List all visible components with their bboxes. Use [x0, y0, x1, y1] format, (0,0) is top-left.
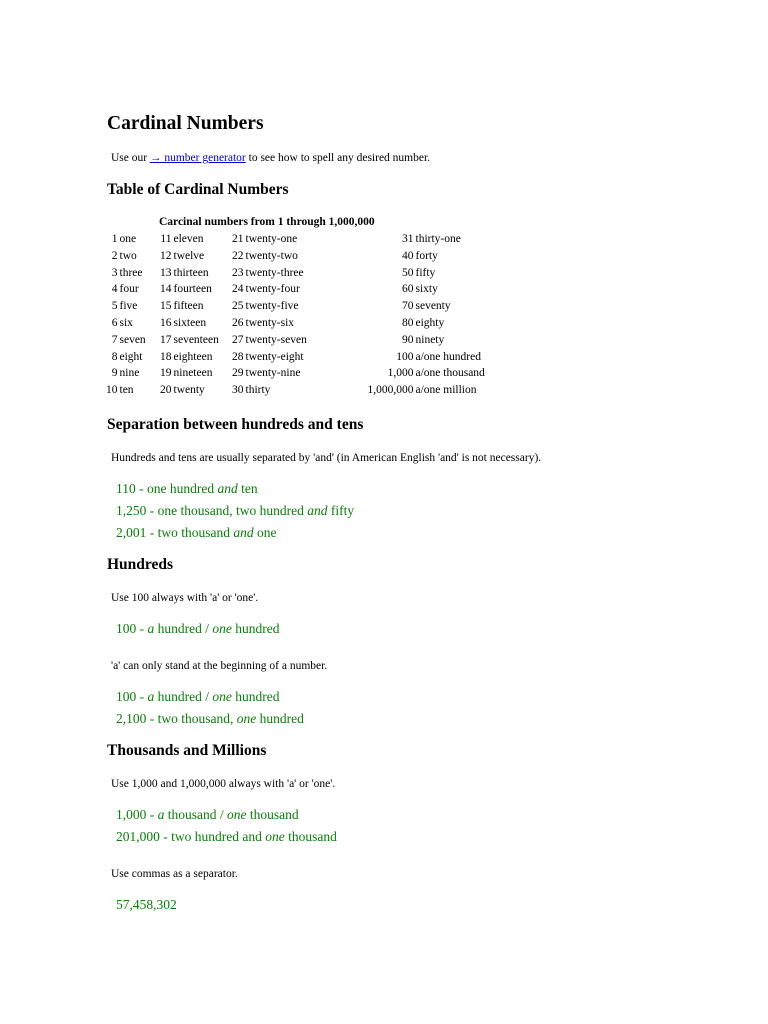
example-emphasis: one [212, 621, 232, 636]
table-word: twelve [173, 249, 205, 262]
table-number: 20 [160, 384, 172, 397]
table-number: 11 [160, 233, 172, 245]
example-line [116, 478, 354, 500]
thousands-note-2: Use commas as a separator. [111, 868, 238, 880]
table-number: 3 [111, 266, 118, 279]
hundreds-note-1: Use 100 always with 'a' or 'one'. [111, 592, 259, 604]
example-text: 1,000 - [116, 807, 158, 822]
table-word: two [119, 249, 137, 262]
table-word: fourteen [173, 283, 212, 296]
table-number: 2 [111, 249, 118, 262]
table-row [106, 265, 496, 282]
table-word: seven [119, 333, 146, 346]
table-word: eleven [173, 233, 204, 245]
thousands-heading: Thousands and Millions [107, 742, 267, 759]
thousands-note-1: Use 1,000 and 1,000,000 always with 'a' or 'one'. [111, 778, 336, 790]
table-row [106, 248, 496, 265]
table-word: twenty-four [245, 283, 300, 296]
example-line [116, 708, 304, 730]
hundreds-note-2: 'a' can only stand at the beginning of a number. [111, 660, 328, 672]
table-word: eight [119, 350, 143, 363]
page-title: Cardinal Numbers [107, 113, 264, 134]
example-line [116, 500, 354, 522]
example-text: 110 - one hundred [116, 481, 218, 496]
example-line [116, 618, 280, 640]
table-number: 30 [232, 384, 244, 397]
example-line [116, 894, 177, 916]
table-word: twenty-eight [245, 350, 304, 363]
table-word: nine [119, 367, 140, 380]
table-word: thirty [245, 384, 271, 397]
cardinal-numbers-table [106, 214, 496, 399]
table-number: 19 [160, 367, 172, 380]
table-word: fifty [415, 266, 436, 279]
table-word: seventy [415, 300, 451, 313]
example-text: 201,000 - two hundred and [116, 829, 266, 844]
table-number: 29 [232, 367, 244, 380]
table-number: 18 [160, 350, 172, 363]
example-text: hundred [231, 621, 280, 636]
example-text: thousand [246, 807, 299, 822]
table-word: fifteen [173, 300, 204, 313]
table-number: 24 [232, 283, 244, 296]
example-emphasis: and [307, 503, 328, 518]
example-emphasis: and [217, 481, 238, 496]
table-row [106, 382, 496, 399]
example-line [116, 522, 354, 544]
table-word: eighty [415, 316, 445, 329]
table-word: three [119, 266, 143, 279]
table-number: 40 [402, 249, 414, 262]
table-word: six [119, 316, 133, 329]
intro-before: Use our [111, 152, 150, 164]
thousands-examples-2 [116, 894, 177, 916]
table-word: one [119, 233, 137, 245]
example-line [116, 826, 337, 848]
table-number: 4 [111, 283, 118, 296]
example-emphasis: one [265, 829, 285, 844]
example-emphasis: a [147, 621, 155, 636]
table-number: 6 [111, 316, 118, 329]
table-number: 12 [160, 249, 172, 262]
example-text: 1,250 - one thousand, two hundred [116, 503, 308, 518]
table-number: 100 [396, 350, 414, 363]
table-word: twenty-six [245, 316, 295, 329]
table-number: 9 [111, 367, 118, 380]
table-word: twenty-five [245, 300, 299, 313]
table-number: 7 [111, 333, 118, 346]
table-number: 16 [160, 316, 172, 329]
example-text: hundred [231, 689, 280, 704]
table-number: 1,000,000 [367, 384, 414, 397]
example-text: 100 - [116, 689, 148, 704]
table-word: sixty [415, 283, 438, 296]
table-word: twenty [173, 384, 205, 397]
table-number: 23 [232, 266, 244, 279]
table-word: sixteen [173, 316, 207, 329]
example-emphasis: one [212, 689, 232, 704]
table-word: twenty-seven [245, 333, 307, 346]
separation-note: Hundreds and tens are usually separated by 'and' (in American English 'and' is not necessary). [111, 452, 542, 464]
number-generator-link[interactable]: → number generator [149, 152, 246, 164]
table-word: twenty-two [245, 249, 298, 262]
example-emphasis: a [147, 689, 155, 704]
table-number: 13 [160, 266, 172, 279]
table-word: twenty-three [245, 266, 304, 279]
table-word: nineteen [173, 367, 213, 380]
table-number: 10 [106, 384, 118, 397]
example-text: ten [237, 481, 258, 496]
table-word: five [119, 300, 138, 313]
table-word: twenty-one [245, 233, 298, 245]
example-text: 57,458,302 [116, 897, 177, 912]
table-number: 70 [402, 300, 414, 313]
example-line [116, 804, 337, 826]
thousands-examples-1 [116, 804, 337, 848]
example-text: thousand [284, 829, 337, 844]
example-text: hundred / [154, 689, 213, 704]
hundreds-examples-2 [116, 686, 304, 730]
table-row [106, 281, 496, 298]
table-number: 14 [160, 283, 172, 296]
example-text: 2,100 - two thousand, [116, 711, 237, 726]
example-text: thousand / [164, 807, 227, 822]
table-word: thirty-one [415, 233, 461, 245]
table-word: forty [415, 249, 438, 262]
table-number: 1,000 [387, 367, 414, 380]
hundreds-examples-1 [116, 618, 280, 640]
example-text: hundred [256, 711, 304, 726]
table-word: four [119, 283, 139, 296]
table-row [106, 332, 496, 349]
table-number: 17 [160, 333, 172, 346]
table-row [106, 231, 496, 248]
separation-examples [116, 478, 354, 544]
example-text: 2,001 - two thousand [116, 525, 234, 540]
table-word: a/one thousand [415, 367, 485, 380]
example-emphasis: and [233, 525, 254, 540]
table-number: 26 [232, 316, 244, 329]
table-number: 15 [160, 300, 172, 313]
table-word: thirteen [173, 266, 209, 279]
example-text: fifty [327, 503, 355, 518]
table-heading: Table of Cardinal Numbers [107, 181, 289, 198]
table-row [106, 315, 496, 332]
intro-after: to see how to spell any desired number. [245, 152, 431, 164]
table-row [106, 365, 496, 382]
example-text: 100 - [116, 621, 148, 636]
table-caption: Carcinal numbers from 1 through 1,000,000 [159, 216, 375, 228]
table-word: a/one hundred [415, 350, 481, 363]
table-number: 21 [232, 233, 244, 245]
table-number: 25 [232, 300, 244, 313]
intro-text [111, 150, 430, 166]
table-number: 28 [232, 350, 244, 363]
table-number: 27 [232, 333, 244, 346]
table-number: 90 [402, 333, 414, 346]
table-word: eighteen [173, 350, 213, 363]
example-text: hundred / [154, 621, 213, 636]
example-emphasis: one [227, 807, 247, 822]
table-word: seventeen [173, 333, 219, 346]
table-word: ninety [415, 333, 445, 346]
table-number: 80 [402, 316, 414, 329]
table-number: 8 [111, 350, 118, 363]
table-number: 1 [111, 233, 118, 245]
table-number: 5 [111, 300, 118, 313]
table-word: twenty-nine [245, 367, 301, 380]
table-number: 50 [402, 266, 414, 279]
table-number: 31 [402, 233, 414, 245]
example-line [116, 686, 304, 708]
table-number: 22 [232, 249, 244, 262]
table-number: 60 [402, 283, 414, 296]
table-word: a/one million [415, 384, 477, 397]
table-row [106, 349, 496, 366]
table-row [106, 298, 496, 315]
example-text: one [253, 525, 277, 540]
hundreds-heading: Hundreds [107, 556, 174, 573]
table-word: ten [119, 384, 134, 397]
example-emphasis: one [236, 711, 257, 726]
example-emphasis: a [157, 807, 165, 822]
separation-heading: Separation between hundreds and tens [107, 416, 364, 433]
